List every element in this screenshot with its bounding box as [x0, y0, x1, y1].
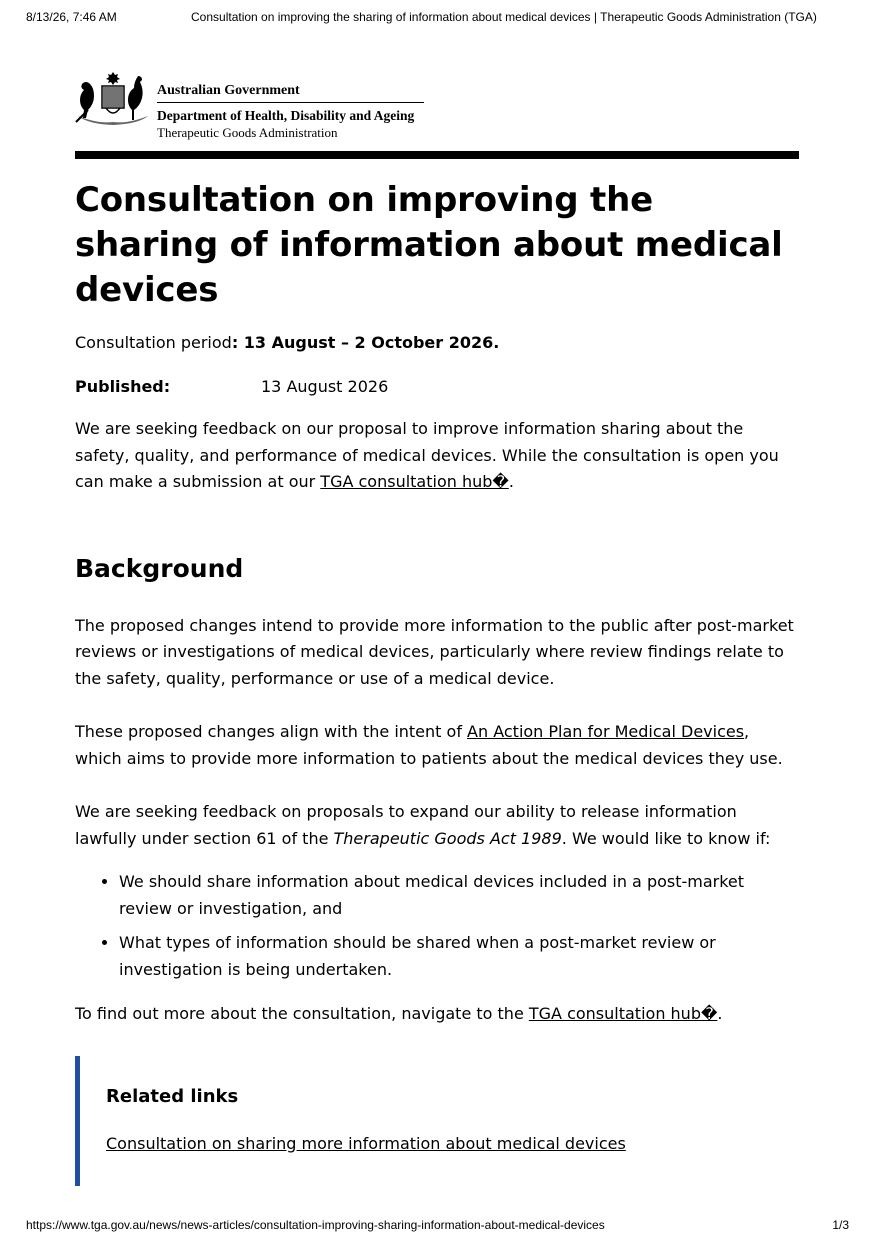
related-links-heading: Related links [106, 1085, 239, 1107]
consultation-hub-link-2[interactable]: TGA consultation hub� [528, 1004, 718, 1023]
government-logo[interactable] [74, 68, 434, 148]
print-datetime: 8/13/26, 7:46 AM [26, 10, 117, 24]
print-url: https://www.tga.gov.au/news/news-articles/consultation-improving-sharing-information-about-medical-devices [26, 1218, 605, 1232]
background-paragraph-1: The proposed changes intend to provide more information to the public after post-market reviews or investigations of medical devices, particularly where review findings relate to the safety, quality, performance or use of a medical device. [75, 615, 794, 688]
intro-text: We are seeking feedback on our proposal to improve information sharing about the safety, quality, and performance of medical devices. While the consultation is open you can make a submission at our [75, 419, 779, 491]
main-content [75, 178, 799, 1186]
list-item: • We should share information about medical devices included in a post-market review or investigation, and [119, 869, 799, 922]
coat-of-arms-icon [74, 70, 152, 126]
intro-end: . [508, 472, 514, 491]
find-out-more [75, 1001, 799, 1028]
logo-government: Australian Government [157, 83, 300, 98]
logo-divider [157, 102, 424, 103]
consultation-hub-link[interactable]: TGA consultation hub� [320, 472, 509, 491]
consultation-period [75, 330, 799, 357]
background-paragraph-2 [75, 719, 799, 772]
published-date: 13 August 2026 [261, 376, 389, 396]
period-label: Consultation period [75, 333, 232, 352]
print-page-number: 1/3 [832, 1218, 849, 1232]
print-page-title: Consultation on improving the sharing of information about medical devices | Therapeutic Goods Administration (TGA) [191, 10, 817, 24]
bg2-end: , which aims to provide more information to patients about the medical devices they use. [75, 722, 783, 768]
related-link[interactable]: Consultation on sharing more information about medical devices [106, 1133, 626, 1153]
logo-department: Department of Health, Disability and Ageing [157, 108, 415, 123]
feedback-list [75, 869, 799, 983]
page-title: Consultation on improving the sharing of information about medical devices [75, 180, 783, 310]
intro-paragraph [75, 416, 799, 496]
act-name: Therapeutic Goods Act 1989 [333, 828, 562, 848]
logo-agency: Therapeutic Goods Administration [157, 125, 338, 140]
bg3-end: . We would like to know if: [561, 828, 771, 848]
background-paragraph-3 [75, 799, 799, 852]
bg2-start: These proposed changes align with the intent of [75, 722, 468, 741]
find-end: . [717, 1004, 723, 1023]
period-value: : 13 August – 2 October 2026. [231, 333, 500, 352]
find-start: To find out more about the consultation, navigate to the [75, 1004, 529, 1023]
bg3-start: We are seeking feedback on proposals to expand our ability to release information lawfully under section 61 of the [75, 802, 737, 848]
published-label: Published: [75, 376, 171, 396]
action-plan-link[interactable]: An Action Plan for Medical Devices [467, 722, 745, 741]
published-row [75, 374, 799, 401]
list-item: • What types of information should be shared when a post-market review or investigation is being undertaken. [119, 930, 799, 983]
related-links-panel [75, 1056, 799, 1187]
header-bar [75, 151, 799, 159]
background-heading: Background [75, 553, 244, 583]
